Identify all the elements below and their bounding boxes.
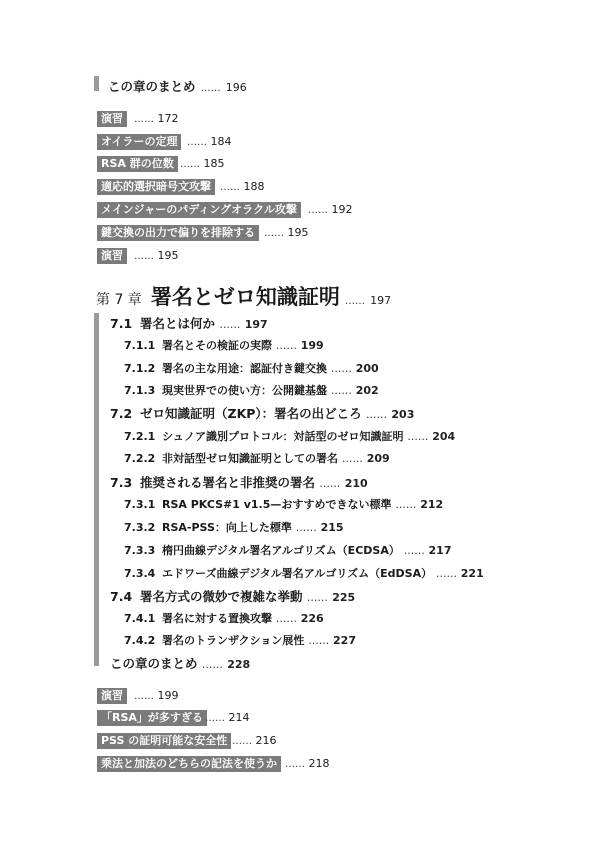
top-summary-entry (108, 76, 247, 95)
subsection-entry: 7.1.1 署名とその検証の実際 …… 199 (124, 339, 324, 352)
section-entry: 7.1 署名とは何か …… 197 (110, 316, 268, 331)
subsection-entry: 7.2.2 非対話型ゼロ知識証明としての署名 …… 209 (124, 452, 390, 465)
exercise-page: …… 218 (285, 757, 330, 770)
exercise-page: …… 172 (134, 112, 179, 125)
chapter-section-bar (94, 313, 99, 666)
exercise-page: …… 199 (134, 689, 179, 702)
exercise-tag: RSA 群の位数 (97, 156, 178, 172)
chapter-title: 署名とゼロ知識証明 (150, 285, 340, 309)
section-entry: 7.4 署名方式の微妙で複雑な挙動 …… 225 (110, 589, 356, 604)
top-summary-dots: …… (200, 83, 221, 94)
subsection-entry: 7.3.2 RSA-PSS：向上した標準 …… 215 (124, 521, 344, 534)
exercise-tag: PSS の証明可能な安全性 (97, 733, 231, 749)
top-summary-page: 196 (225, 81, 247, 94)
exercise-tag: 乗法と加法のどちらの記法を使うか (97, 756, 281, 772)
subsection-entry: 7.3.4 エドワーズ曲線デジタル署名アルゴリズム（EdDSA） …… 221 (124, 567, 484, 580)
chapter-dots: …… (345, 296, 365, 307)
exercise-page: …… 216 (232, 734, 277, 747)
subsection-entry: 7.4.2 署名のトランザクション展性 …… 227 (124, 634, 356, 647)
exercise-tag: 鍵交換の出力で偏りを排除する (97, 225, 259, 241)
exercise-tag: 適応的選択暗号文攻撃 (97, 179, 215, 195)
exercise-tag: 演習 (97, 688, 127, 704)
summary-marker-bar (94, 76, 99, 91)
chapter-heading (96, 281, 391, 311)
exercise-page: …… 192 (308, 203, 353, 216)
section-entry: 7.3 推奨される署名と非推奨の署名 …… 210 (110, 475, 368, 490)
section-entry: 7.2 ゼロ知識証明（ZKP）：署名の出どころ …… 203 (110, 406, 415, 421)
exercise-tag: 演習 (97, 111, 127, 127)
exercise-tag: メインジャーのパディングオラクル攻撃 (97, 202, 301, 218)
subsection-entry: 7.3.1 RSA PKCS#1 v1.5—おすすめできない標準 …… 212 (124, 498, 444, 511)
exercise-page: …… 214 (205, 711, 250, 724)
subsection-entry: 7.3.3 楕円曲線デジタル署名アルゴリズム（ECDSA） …… 217 (124, 544, 452, 557)
exercise-tag: 演習 (97, 248, 127, 264)
subsection-entry: 7.1.2 署名の主な用途：認証付き鍵交換 …… 200 (124, 362, 379, 375)
subsection-entry: 7.1.3 現実世界での使い方：公開鍵基盤 …… 202 (124, 384, 379, 397)
subsection-entry: 7.2.1 シュノア識別プロトコル：対話型のゼロ知識証明 …… 204 (124, 430, 456, 443)
exercise-page: …… 184 (187, 135, 232, 148)
exercise-page: …… 185 (180, 157, 225, 170)
exercise-tag: オイラーの定理 (97, 134, 181, 150)
top-summary-label: この章のまとめ (108, 79, 196, 94)
chapter-number: 第 7 章 (96, 292, 142, 308)
chapter-summary-entry: この章のまとめ …… 228 (110, 656, 251, 671)
exercise-page: …… 188 (220, 180, 265, 193)
exercise-page: …… 195 (264, 226, 309, 239)
subsection-entry: 7.4.1 署名に対する置換攻撃 …… 226 (124, 612, 324, 625)
exercise-page: …… 195 (134, 249, 179, 262)
exercise-tag: 「RSA」が多すぎる (97, 710, 207, 726)
chapter-page: 197 (370, 294, 392, 307)
